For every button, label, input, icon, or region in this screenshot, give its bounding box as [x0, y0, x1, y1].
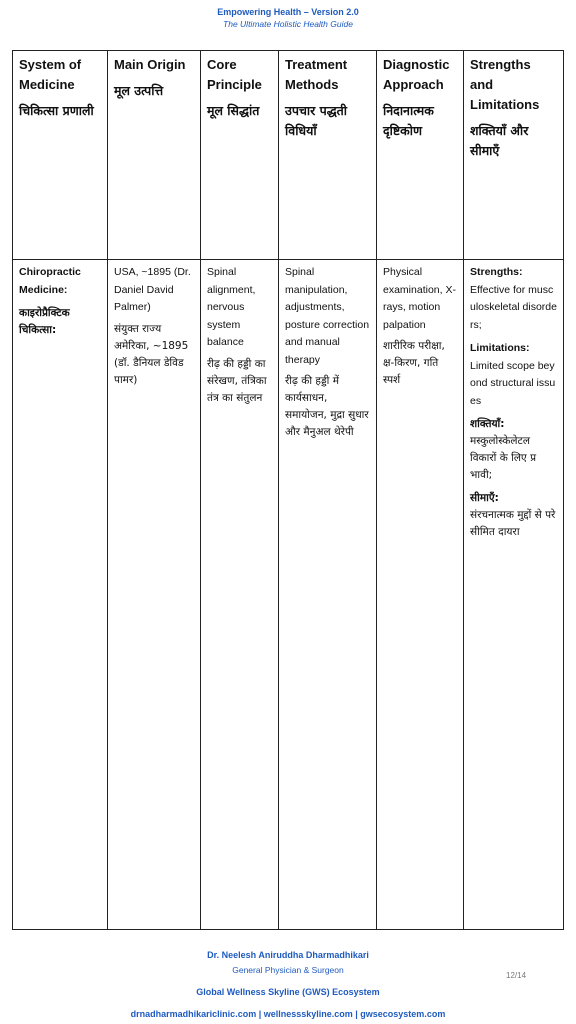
cell-diagnostic: Physical examination, X-rays, motion palpation शारीरिक परीक्षा, क्ष-किरण, गति स्पर्श: [377, 260, 464, 930]
page-number: 12/14: [506, 971, 527, 980]
strengths-text: Effective for musculoskeletal disorders;: [470, 283, 557, 331]
strengths-label: Strengths:: [470, 266, 523, 278]
hi-strengths-block: [470, 416, 557, 484]
col-header-origin: Main Origin मूल उत्पत्ति: [108, 51, 201, 260]
hi-limitations-block: [470, 490, 557, 541]
hi-strengths-text: मस्कुलोस्केलेटल विकारों के लिए प्रभावी;: [470, 435, 537, 481]
col-header-treatment: Treatment Methods उपचार पद्धती विधियाँ: [279, 51, 377, 260]
cell-origin: USA, ~1895 (Dr. Daniel David Palmer) संयुक्त राज्य अमेरिका, ~1895 (डॉ. डैनियल डेविड पामर): [108, 260, 201, 930]
col-header-strengths: Strengths and Limitations शक्तियाँ और सीमाएँ: [464, 51, 564, 260]
col-header-system: System of Medicine चिकित्सा प्रणाली: [13, 51, 108, 260]
header-subtitle: The Ultimate Holistic Health Guide: [223, 19, 353, 29]
header-title: Empowering Health – Version 2.0: [217, 7, 359, 17]
table-header-row: [13, 51, 564, 260]
col-header-principle: Core Principle मूल सिद्धांत: [201, 51, 279, 260]
footer-role: General Physician & Surgeon: [232, 965, 344, 975]
limitations-block: [470, 340, 557, 410]
cell-strengths: [464, 260, 564, 930]
limitations-label: Limitations:: [470, 342, 530, 354]
hi-limitations-label: सीमाएँ:: [470, 492, 499, 504]
cell-system: Chiropractic Medicine: काइरोप्रैक्टिक चिकित्सा:: [13, 260, 108, 930]
footer-links[interactable]: drnadharmadhikariclinic.com | wellnessskyline.com | gwsecosystem.com: [130, 1009, 446, 1019]
page-header: [0, 6, 576, 30]
cell-principle: Spinal alignment, nervous system balance रीढ़ की हड्डी का संरेखण, तंत्रिका तंत्र का संतुलन: [201, 260, 279, 930]
footer-ecosystem: Global Wellness Skyline (GWS) Ecosystem: [196, 987, 380, 997]
hi-strengths-label: शक्तियाँ:: [470, 418, 505, 430]
comparison-table: [12, 50, 564, 930]
strengths-block: [470, 264, 557, 334]
col-header-diagnostic: Diagnostic Approach निदानात्मक दृष्टिकोण: [377, 51, 464, 260]
table-row: [13, 260, 564, 930]
limitations-text: Limited scope beyond structural issues: [470, 359, 556, 407]
hi-limitations-text: संरचनात्मक मुद्दों से परे सीमित दायरा: [470, 509, 556, 538]
cell-treatment: Spinal manipulation, adjustments, posture correction and manual therapy रीढ़ की हड्डी में कार्यसाधन, समायोजन, मुद्रा सुधार और मैनुअल थेरेपी: [279, 260, 377, 930]
footer-author: Dr. Neelesh Aniruddha Dharmadhikari: [207, 950, 369, 960]
